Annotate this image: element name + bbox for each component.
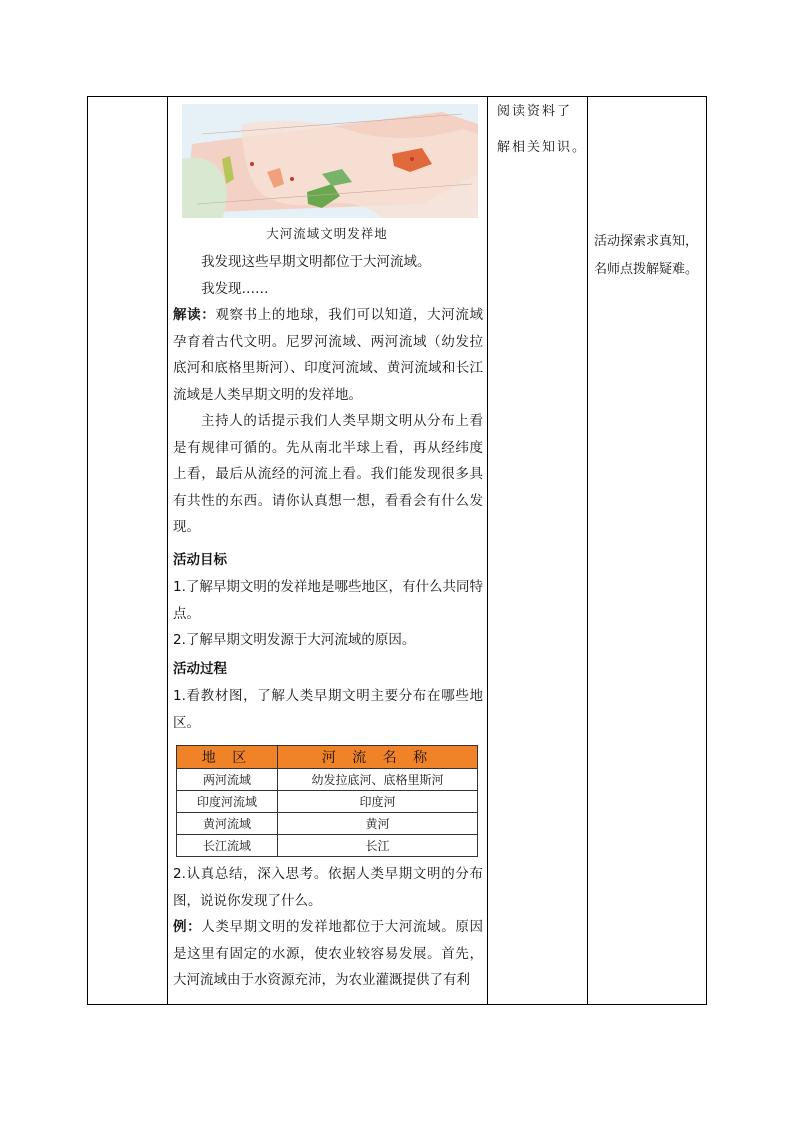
- table-cell-river: 黄河: [278, 813, 478, 835]
- table-row: [177, 813, 478, 835]
- host-hint-paragraph: 主持人的话提示我们人类早期文明从分布上看是有规律可循的。先从南北半球上看，再从经纬度上看，最后从流经的河流上看。我们能发现很多具有共性的东西。请你认真想一想，看看会有什么发现。: [173, 413, 483, 535]
- table-header-row: [177, 746, 478, 769]
- student-activity-line-1: 阅读资料了: [497, 104, 573, 119]
- activity-process-heading: 活动过程: [173, 661, 227, 677]
- example-text: 人类早期文明的发祥地都位于大河流域。原因是这里有固定的水源，使农业较容易发展。首先，大河流域由于水资源充沛，为农业灌溉提供了有利: [173, 919, 484, 988]
- world-map-illustration: [182, 104, 478, 218]
- table-cell-river: 印度河: [278, 791, 478, 813]
- design-intent-text: 活动探索求真知，名师点拨解疑难。: [594, 234, 699, 277]
- activity-goal-1: 1.了解早期文明的发祥地是哪些地区，有什么共同特点。: [173, 579, 483, 622]
- table-cell-region: 长江流域: [177, 835, 278, 857]
- column-divider-2: [487, 96, 488, 1005]
- table-row: [177, 835, 478, 857]
- table-cell-river: 幼发拉底河、底格里斯河: [278, 769, 478, 791]
- table-cell-region: 黄河流域: [177, 813, 278, 835]
- civilization-map-image: [182, 104, 478, 218]
- teaching-content-column: [168, 96, 486, 1005]
- table-header-region: 地 区: [177, 746, 278, 769]
- interpretation-text: 观察书上的地球，我们可以知道，大河流域孕育着古代文明。尼罗河流域、两河流域（幼发拉底河和底格里斯河）、印度河流域、黄河流域和长江流域是人类早期文明的发祥地。: [173, 307, 484, 403]
- discovery-paragraph-1: 我发现这些早期文明都位于大河流域。: [201, 254, 431, 270]
- river-region-table: [176, 745, 478, 857]
- student-activity-line-2: 解相关知识。: [497, 140, 588, 155]
- discovery-paragraph-2: 我发现……: [201, 281, 269, 297]
- table-row: [177, 769, 478, 791]
- example-label: 例：: [173, 919, 202, 935]
- example-paragraph: [173, 914, 483, 994]
- activity-process-1: 1.看教材图，了解人类早期文明主要分布在哪些地区。: [173, 688, 483, 731]
- interpretation-paragraph: [173, 302, 483, 408]
- column-divider-3: [587, 96, 588, 1005]
- table-header-river: 河 流 名 称: [278, 746, 478, 769]
- table-cell-river: 长江: [278, 835, 478, 857]
- activity-goal-heading: 活动目标: [173, 552, 227, 568]
- map-caption: 大河流域文明发祥地: [266, 226, 388, 241]
- activity-process-2: 2.认真总结，深入思考。依据人类早期文明的分布图，说说你发现了什么。: [173, 866, 483, 909]
- table-cell-region: 印度河流域: [177, 791, 278, 813]
- activity-goal-2: 2.了解早期文明发源于大河流域的原因。: [173, 632, 416, 648]
- table-row: [177, 791, 478, 813]
- table-cell-region: 两河流域: [177, 769, 278, 791]
- interpretation-label: 解读：: [173, 307, 216, 323]
